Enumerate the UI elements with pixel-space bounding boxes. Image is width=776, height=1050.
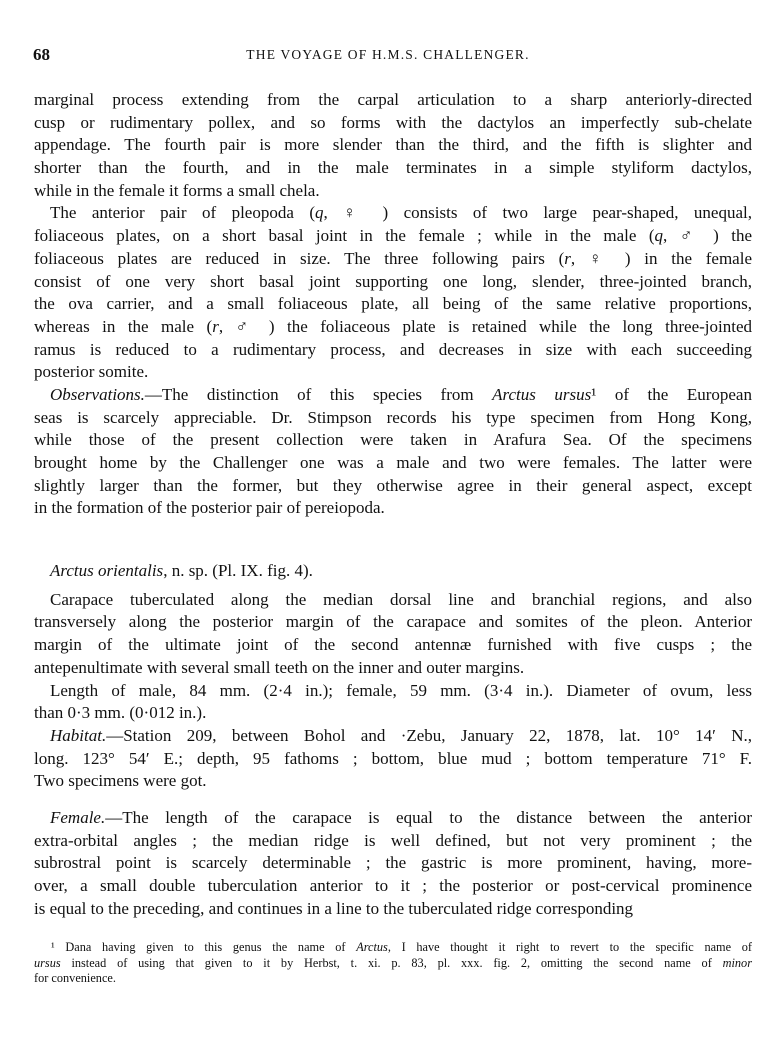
- text-line: [34, 134, 752, 157]
- italic-text: Observations.: [50, 384, 145, 404]
- italic-text: minor: [722, 955, 752, 970]
- paragraph: [34, 384, 752, 520]
- text-run: , ♀ ) in the female: [570, 248, 752, 268]
- text-run: transversely along the posterior margin of the carapace and somites of the pleon. Anterior: [34, 612, 752, 632]
- text-line: [34, 293, 752, 316]
- text-line: [34, 589, 752, 612]
- text-line: [34, 112, 752, 135]
- text-run: foliaceous plates are reduced in size. The three following pairs (: [34, 248, 565, 268]
- paragraph: [34, 725, 752, 793]
- text-run: Two specimens were got.: [34, 771, 207, 791]
- text-line: [34, 611, 752, 634]
- italic-text: r: [564, 248, 571, 268]
- text-run: posterior somite.: [34, 362, 149, 382]
- page-number: 68: [33, 45, 50, 64]
- text-line: [34, 89, 752, 112]
- italic-text: Arctus: [356, 940, 388, 954]
- text-run: , I have thought it right to revert to the specific name of: [387, 940, 753, 954]
- text-line: [34, 852, 752, 875]
- text-run: —The distinction of this species from: [144, 384, 493, 404]
- text-line: [34, 807, 752, 830]
- text-run: Length of male, 84 mm. (2·4 in.); female, 59 mm. (3·4 in.). Diameter of ovum, less: [50, 680, 752, 700]
- text-run: —Station 209, between Bohol and ·Zebu, January 22, 1878, lat. 10° 14′ N.,: [106, 725, 752, 745]
- text-line: [34, 407, 752, 430]
- text-run: antepenultimate with several small teeth on the inner and outer margins.: [34, 657, 525, 677]
- italic-text: Habitat.: [50, 725, 107, 745]
- italic-text: q: [654, 226, 664, 246]
- body-text: [34, 89, 752, 920]
- text-line: [34, 225, 752, 248]
- text-run: cusp or rudimentary pollex, and so forms with the dactylos an imperfectly sub-chelate: [34, 112, 752, 132]
- text-line: [34, 361, 752, 384]
- paragraph: [34, 807, 752, 920]
- italic-text: r: [212, 316, 219, 336]
- text-run: brought home by the Challenger one was a male and two were females. The latter were: [34, 453, 752, 472]
- text-run: while in the female it forms a small chela.: [34, 180, 320, 200]
- text-run: instead of using that given to it by Herbst, t. xi. p. 83, pl. xxx. fig. 2, omitting the second name of: [60, 955, 723, 970]
- text-run: marginal process extending from the carpal articulation to a sharp anteriorly-directed: [34, 90, 752, 109]
- text-run: subrostral point is scarcely determinable ; the gastric is more prominent, having, more-: [34, 853, 752, 873]
- footnote-line: [34, 940, 752, 956]
- text-run: slightly larger than the former, but they otherwise agree in their general aspect, except: [34, 475, 752, 495]
- text-run: in the formation of the posterior pair of pereiopoda.: [34, 498, 385, 518]
- text-run: shorter than the fourth, and in the male terminates in a simple styliform dactylos,: [34, 158, 752, 178]
- text-line: [34, 202, 752, 225]
- text-run: —The length of the carapace is equal to the distance between the anterior: [105, 807, 752, 827]
- text-line: [34, 748, 752, 771]
- text-line: [34, 634, 752, 657]
- paragraph: [34, 89, 752, 202]
- text-line: [34, 248, 752, 271]
- text-run: ¹ of the European: [591, 384, 752, 404]
- text-run: is equal to the preceding, and continues in a line to the tuberculated ridge corresponding: [34, 898, 634, 918]
- text-line: [34, 497, 752, 520]
- text-line: [34, 725, 752, 748]
- text-run: The anterior pair of pleopoda (: [50, 203, 315, 223]
- paragraph: [34, 202, 752, 384]
- italic-text: Female.: [50, 807, 106, 827]
- text-run: ¹ Dana having given to this genus the name of: [51, 940, 357, 954]
- text-run: while those of the present collection were taken in Arafura Sea. Of the specimens: [34, 430, 752, 450]
- text-run: than 0·3 mm. (0·012 in.).: [34, 703, 207, 723]
- text-run: margin of the ultimate joint of the second antennæ furnished with five cusps ; the: [34, 635, 752, 655]
- text-run: whereas in the male (: [34, 316, 213, 336]
- text-line: [34, 898, 752, 921]
- running-title: THE VOYAGE OF H.M.S. CHALLENGER.: [246, 47, 530, 62]
- text-line: [34, 657, 752, 680]
- text-run: ramus is reduced to a rudimentary process, and decreases in size with each succeeding: [34, 339, 752, 359]
- text-line: [34, 830, 752, 853]
- text-line: [34, 680, 752, 703]
- text-line: [34, 875, 752, 898]
- italic-text: q: [314, 203, 324, 223]
- footnote-line: [34, 956, 752, 972]
- text-line: [34, 180, 752, 203]
- text-run: , ♂ ) the: [663, 226, 752, 246]
- text-line: [34, 475, 752, 498]
- text-run: foliaceous plates, on a short basal joint in the female ; while in the male (: [34, 226, 655, 246]
- text-run: the ova carrier, and a small foliaceous plate, all being of the same relative proportions,: [34, 294, 752, 314]
- text-run: , ♀ ) consists of two large pear-shaped, unequal,: [323, 203, 752, 223]
- text-line: [34, 384, 752, 407]
- text-run: appendage. The fourth pair is more slender than the third, and the fifth is slighter and: [34, 135, 752, 155]
- paragraph: [34, 589, 752, 680]
- text-line: [34, 157, 752, 180]
- text-run: extra-orbital angles ; the median ridge is well defined, but not very prominent ; the: [34, 830, 752, 850]
- species-heading: [34, 560, 752, 583]
- text-run: Carapace tuberculated along the median dorsal line and branchial regions, and also: [50, 589, 752, 609]
- paragraph: [34, 680, 752, 725]
- text-line: [34, 429, 752, 452]
- italic-text: Arctus orientalis: [50, 561, 164, 581]
- text-run: for convenience.: [34, 971, 116, 985]
- text-line: [34, 560, 752, 583]
- text-run: long. 123° 54′ E.; depth, 95 fathoms ; bottom, blue mud ; bottom temperature 71° F.: [34, 748, 752, 768]
- text-run: seas is scarcely appreciable. Dr. Stimpson records his type specimen from Hong Kong,: [34, 407, 752, 427]
- footnote-line: [34, 971, 752, 987]
- text-line: [34, 770, 752, 793]
- italic-text: Arctus ursus: [492, 384, 592, 404]
- italic-text: ursus: [34, 955, 61, 970]
- text-line: [34, 702, 752, 725]
- text-run: consist of one very short basal joint supporting one long, slender, three-jointed branch,: [34, 271, 752, 291]
- text-line: [34, 271, 752, 294]
- footnote: [34, 940, 752, 987]
- text-line: [34, 452, 752, 475]
- text-run: , n. sp. (Pl. IX. fig. 4).: [163, 561, 313, 581]
- text-line: [34, 339, 752, 362]
- text-run: , ♂ ) the foliaceous plate is retained while the long three-jointed: [218, 316, 752, 336]
- text-line: [34, 316, 752, 339]
- text-run: over, a small double tuberculation anterior to it ; the posterior or post-cervical prominence: [34, 876, 752, 895]
